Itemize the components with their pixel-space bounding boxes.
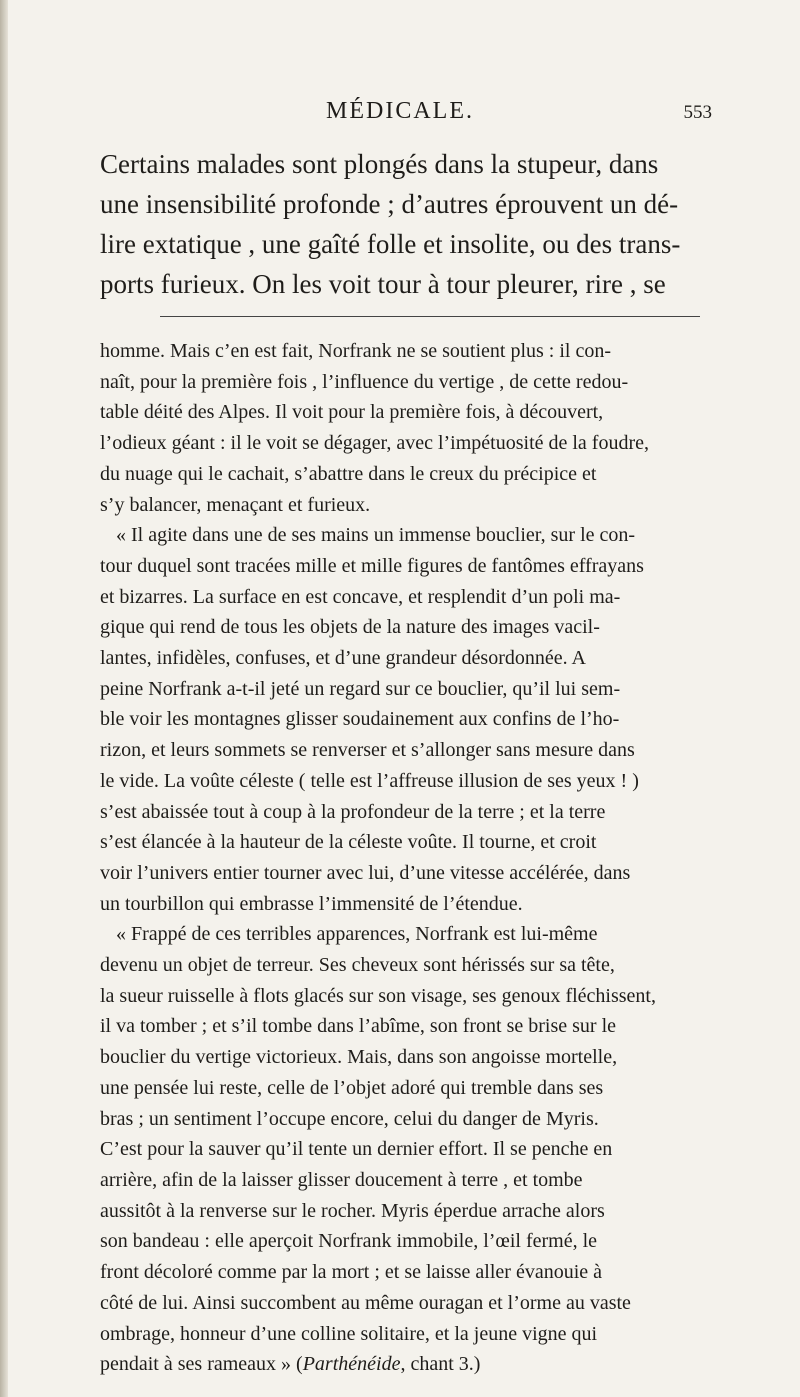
- footnote-last-line: [100, 1349, 720, 1380]
- footnote-line: tour duquel sont tracées mille et mille figures de fantômes effrayans: [100, 554, 644, 577]
- footnote-line: ble voir les montagnes glisser soudainement aux confins de l’ho-: [100, 708, 620, 731]
- footnote-line: C’est pour la sauver qu’il tente un dernier effort. Il se penche en: [100, 1138, 613, 1161]
- footnote-line: front décoloré comme par la mort ; et se laisse aller évanouie à: [100, 1261, 603, 1284]
- footnote-line: « Frappé de ces terribles apparences, Norfrank est lui-même: [116, 923, 598, 946]
- footnote-line: s’est abaissée tout à coup à la profondeur de la terre ; et la terre: [100, 800, 606, 823]
- work-title-italic: Parthénéide: [302, 1353, 401, 1376]
- footnote-line: du nuage qui le cachait, s’abattre dans le creux du précipice et: [100, 462, 597, 485]
- footnote-line: s’y balancer, menaçant et furieux.: [100, 493, 371, 516]
- footnote-line: le vide. La voûte céleste ( telle est l’affreuse illusion de ses yeux ! ): [100, 769, 639, 792]
- footnote-line: et bizarres. La surface en est concave, et resplendit d’un poli ma-: [100, 585, 621, 608]
- footnote-line: bouclier du vertige victorieux. Mais, dans son angoisse mortelle,: [100, 1046, 618, 1069]
- footnote-line: aussitôt à la renverse sur le rocher. Myris éperdue arrache alors: [100, 1199, 605, 1222]
- footnote-line: il va tomber ; et s’il tombe dans l’abîme, son front se brise sur le: [100, 1015, 616, 1038]
- footnote-last-line-text: pendait à ses rameaux » (: [100, 1353, 303, 1376]
- page-header: [0, 96, 800, 136]
- footnote-line: son bandeau : elle aperçoit Norfrank immobile, l’œil fermé, le: [100, 1230, 598, 1253]
- footnote-line: « Il agite dans une de ses mains un immense bouclier, sur le con-: [116, 524, 636, 547]
- footnote-line: l’odieux géant : il le voit se dégager, avec l’impétuosité de la foudre,: [100, 432, 650, 455]
- footnote-line: arrière, afin de la laisser glisser doucement à terre , et tombe: [100, 1168, 583, 1191]
- main-text-line: lire extatique , une gaîté folle et insolite, ou des trans-: [100, 229, 681, 259]
- footnote-line: un tourbillon qui embrasse l’immensité de l’étendue.: [100, 892, 523, 915]
- main-text-block: [100, 144, 720, 304]
- footnote-line: table déité des Alpes. Il voit pour la première fois, à découvert,: [100, 401, 604, 424]
- footnote-line: une pensée lui reste, celle de l’objet adoré qui tremble dans ses: [100, 1076, 604, 1099]
- footnote-line: peine Norfrank a-t-il jeté un regard sur ce bouclier, qu’il lui sem-: [100, 677, 621, 700]
- footnote-line: gique qui rend de tous les objets de la nature des images vacil-: [100, 616, 600, 639]
- footnote-line: voir l’univers entier tourner avec lui, d’une vitesse accélérée, dans: [100, 861, 631, 884]
- footnote-line: lantes, infidèles, confuses, et d’une grandeur désordonnée. A: [100, 647, 586, 670]
- footnote-line: rizon, et leurs sommets se renverser et s’allonger sans mesure dans: [100, 739, 635, 762]
- footnote-line: homme. Mais c’en est fait, Norfrank ne se soutient plus : il con-: [100, 340, 611, 362]
- book-binding-edge: [0, 0, 8, 1397]
- main-text-line: une insensibilité profonde ; d’autres éprouvent un dé-: [100, 189, 679, 219]
- footnote-line: naît, pour la première fois , l’influence du vertige , de cette redou-: [100, 370, 629, 393]
- main-text-line: ports furieux. On les voit tour à tour pleurer, rire , se: [100, 269, 666, 299]
- footnote-last-line-tail: , chant 3.): [400, 1353, 481, 1376]
- main-text-line: Certains malades sont plongés dans la stupeur, dans: [100, 149, 659, 179]
- footnote-line: s’est élancée à la hauteur de la céleste voûte. Il tourne, et croit: [100, 831, 597, 854]
- footnote-line: côté de lui. Ainsi succombent au même ouragan et l’orme au vaste: [100, 1291, 631, 1314]
- footnote-line: la sueur ruisselle à flots glacés sur son visage, ses genoux fléchissent,: [100, 984, 656, 1007]
- footnote-line: devenu un objet de terreur. Ses cheveux sont hérissés sur sa tête,: [100, 954, 615, 977]
- footnote-line: bras ; un sentiment l’occupe encore, celui du danger de Myris.: [100, 1107, 599, 1130]
- footnote-block: [100, 336, 720, 1380]
- footnote-line: ombrage, honneur d’une colline solitaire, et la jeune vigne qui: [100, 1322, 598, 1345]
- running-title: MÉDICALE.: [326, 98, 474, 124]
- footnote-separator-rule: [160, 316, 700, 317]
- page-number: 553: [683, 102, 712, 123]
